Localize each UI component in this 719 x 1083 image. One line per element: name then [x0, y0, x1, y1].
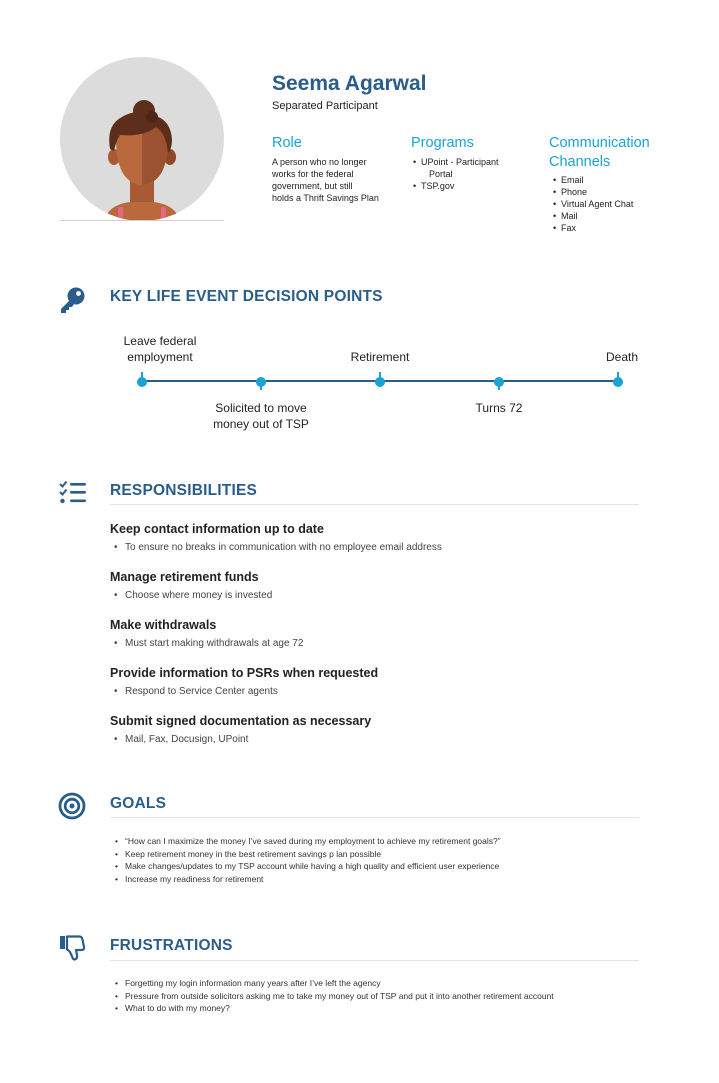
- goal-item: • Make changes/updates to my TSP account while having a high quality and efficient user experience: [125, 860, 501, 873]
- timeline-event-label: Turns 72: [475, 401, 523, 415]
- responsibility-detail: • Choose where money is invested: [125, 590, 272, 601]
- channels-list: [551, 174, 633, 234]
- channel-item: • Virtual Agent Chat: [551, 198, 633, 210]
- channels-heading-line: Channels: [549, 154, 611, 170]
- channels-heading: [549, 134, 650, 172]
- program-item-continuation: Portal: [429, 169, 453, 179]
- role-line: works for the federal: [272, 169, 354, 179]
- target-icon: [58, 792, 88, 822]
- event-label-line: Solicited to move: [215, 401, 307, 415]
- goal-item: • Increase my readiness for retirement: [125, 873, 501, 886]
- section-divider: [110, 817, 639, 818]
- event-label-line: employment: [127, 350, 193, 364]
- responsibility-title: Manage retirement funds: [110, 570, 259, 584]
- timeline-marker: [137, 372, 147, 387]
- frustration-item: • Pressure from outside solicitors asking me to take my money out of TSP and put it into another retirement account: [125, 990, 554, 1003]
- program-item: • TSP.gov: [411, 180, 499, 192]
- persona-subtitle: Separated Participant: [272, 100, 378, 112]
- channel-item: • Mail: [551, 210, 633, 222]
- event-label-line: money out of TSP: [213, 417, 309, 431]
- timeline-event-label: [124, 333, 197, 365]
- frustration-item: • What to do with my money?: [125, 1002, 554, 1015]
- program-item: • UPoint - Participant: [411, 156, 499, 168]
- persona-name: Seema Agarwal: [272, 72, 427, 95]
- goals-title: GOALS: [110, 795, 167, 812]
- role-line: A person who no longer: [272, 157, 367, 167]
- goals-list: [125, 835, 501, 885]
- responsibility-title: Submit signed documentation as necessary: [110, 714, 372, 728]
- goal-item: • “How can I maximize the money I’ve saved during my employment to achieve my retirement goals?”: [125, 835, 501, 848]
- responsibilities-title: RESPONSIBILITIES: [110, 482, 258, 499]
- timeline-event-label: Death: [605, 350, 639, 364]
- programs-list: [411, 156, 499, 192]
- persona-avatar: [60, 57, 224, 221]
- responsibility-detail: • Respond to Service Center agents: [125, 686, 278, 697]
- timeline-marker: [256, 377, 266, 390]
- channel-item: • Fax: [551, 222, 633, 234]
- channel-item: • Email: [551, 174, 633, 186]
- channels-heading-line: Communication: [549, 135, 650, 151]
- section-divider: [110, 960, 639, 961]
- frustrations-list: [125, 977, 554, 1015]
- responsibility-title: Keep contact information up to date: [110, 522, 324, 536]
- responsibility-title: Make withdrawals: [110, 618, 217, 632]
- role-heading: Role: [272, 135, 302, 151]
- channel-item: • Phone: [551, 186, 633, 198]
- programs-heading: Programs: [411, 135, 474, 151]
- role-description: [272, 156, 379, 204]
- decision-points-title: KEY LIFE EVENT DECISION POINTS: [110, 288, 383, 305]
- timeline-event-label: Retirement: [350, 350, 410, 364]
- role-line: holds a Thrift Savings Plan: [272, 193, 379, 203]
- key-icon: [58, 285, 88, 315]
- avatar-divider: [60, 220, 224, 221]
- section-divider: [110, 504, 639, 505]
- timeline-event-label: [213, 400, 309, 432]
- event-label-line: Leave federal: [123, 334, 197, 348]
- frustrations-title: FRUSTRATIONS: [110, 937, 233, 954]
- responsibility-detail: • Mail, Fax, Docusign, UPoint: [125, 734, 248, 745]
- goal-item: • Keep retirement money in the best retirement savings p lan possible: [125, 848, 501, 861]
- responsibility-title: Provide information to PSRs when requested: [110, 666, 379, 680]
- timeline-marker: [375, 372, 385, 387]
- responsibility-detail: • Must start making withdrawals at age 72: [125, 638, 303, 649]
- checklist-icon: [58, 478, 88, 508]
- responsibility-detail: • To ensure no breaks in communication with no employee email address: [125, 542, 442, 553]
- decision-timeline: [110, 328, 650, 438]
- frustration-item: • Forgetting my login information many years after I’ve left the agency: [125, 977, 554, 990]
- thumbs-down-icon: [58, 933, 88, 963]
- timeline-marker: [613, 372, 623, 387]
- timeline-marker: [494, 377, 504, 390]
- role-line: government, but still: [272, 181, 353, 191]
